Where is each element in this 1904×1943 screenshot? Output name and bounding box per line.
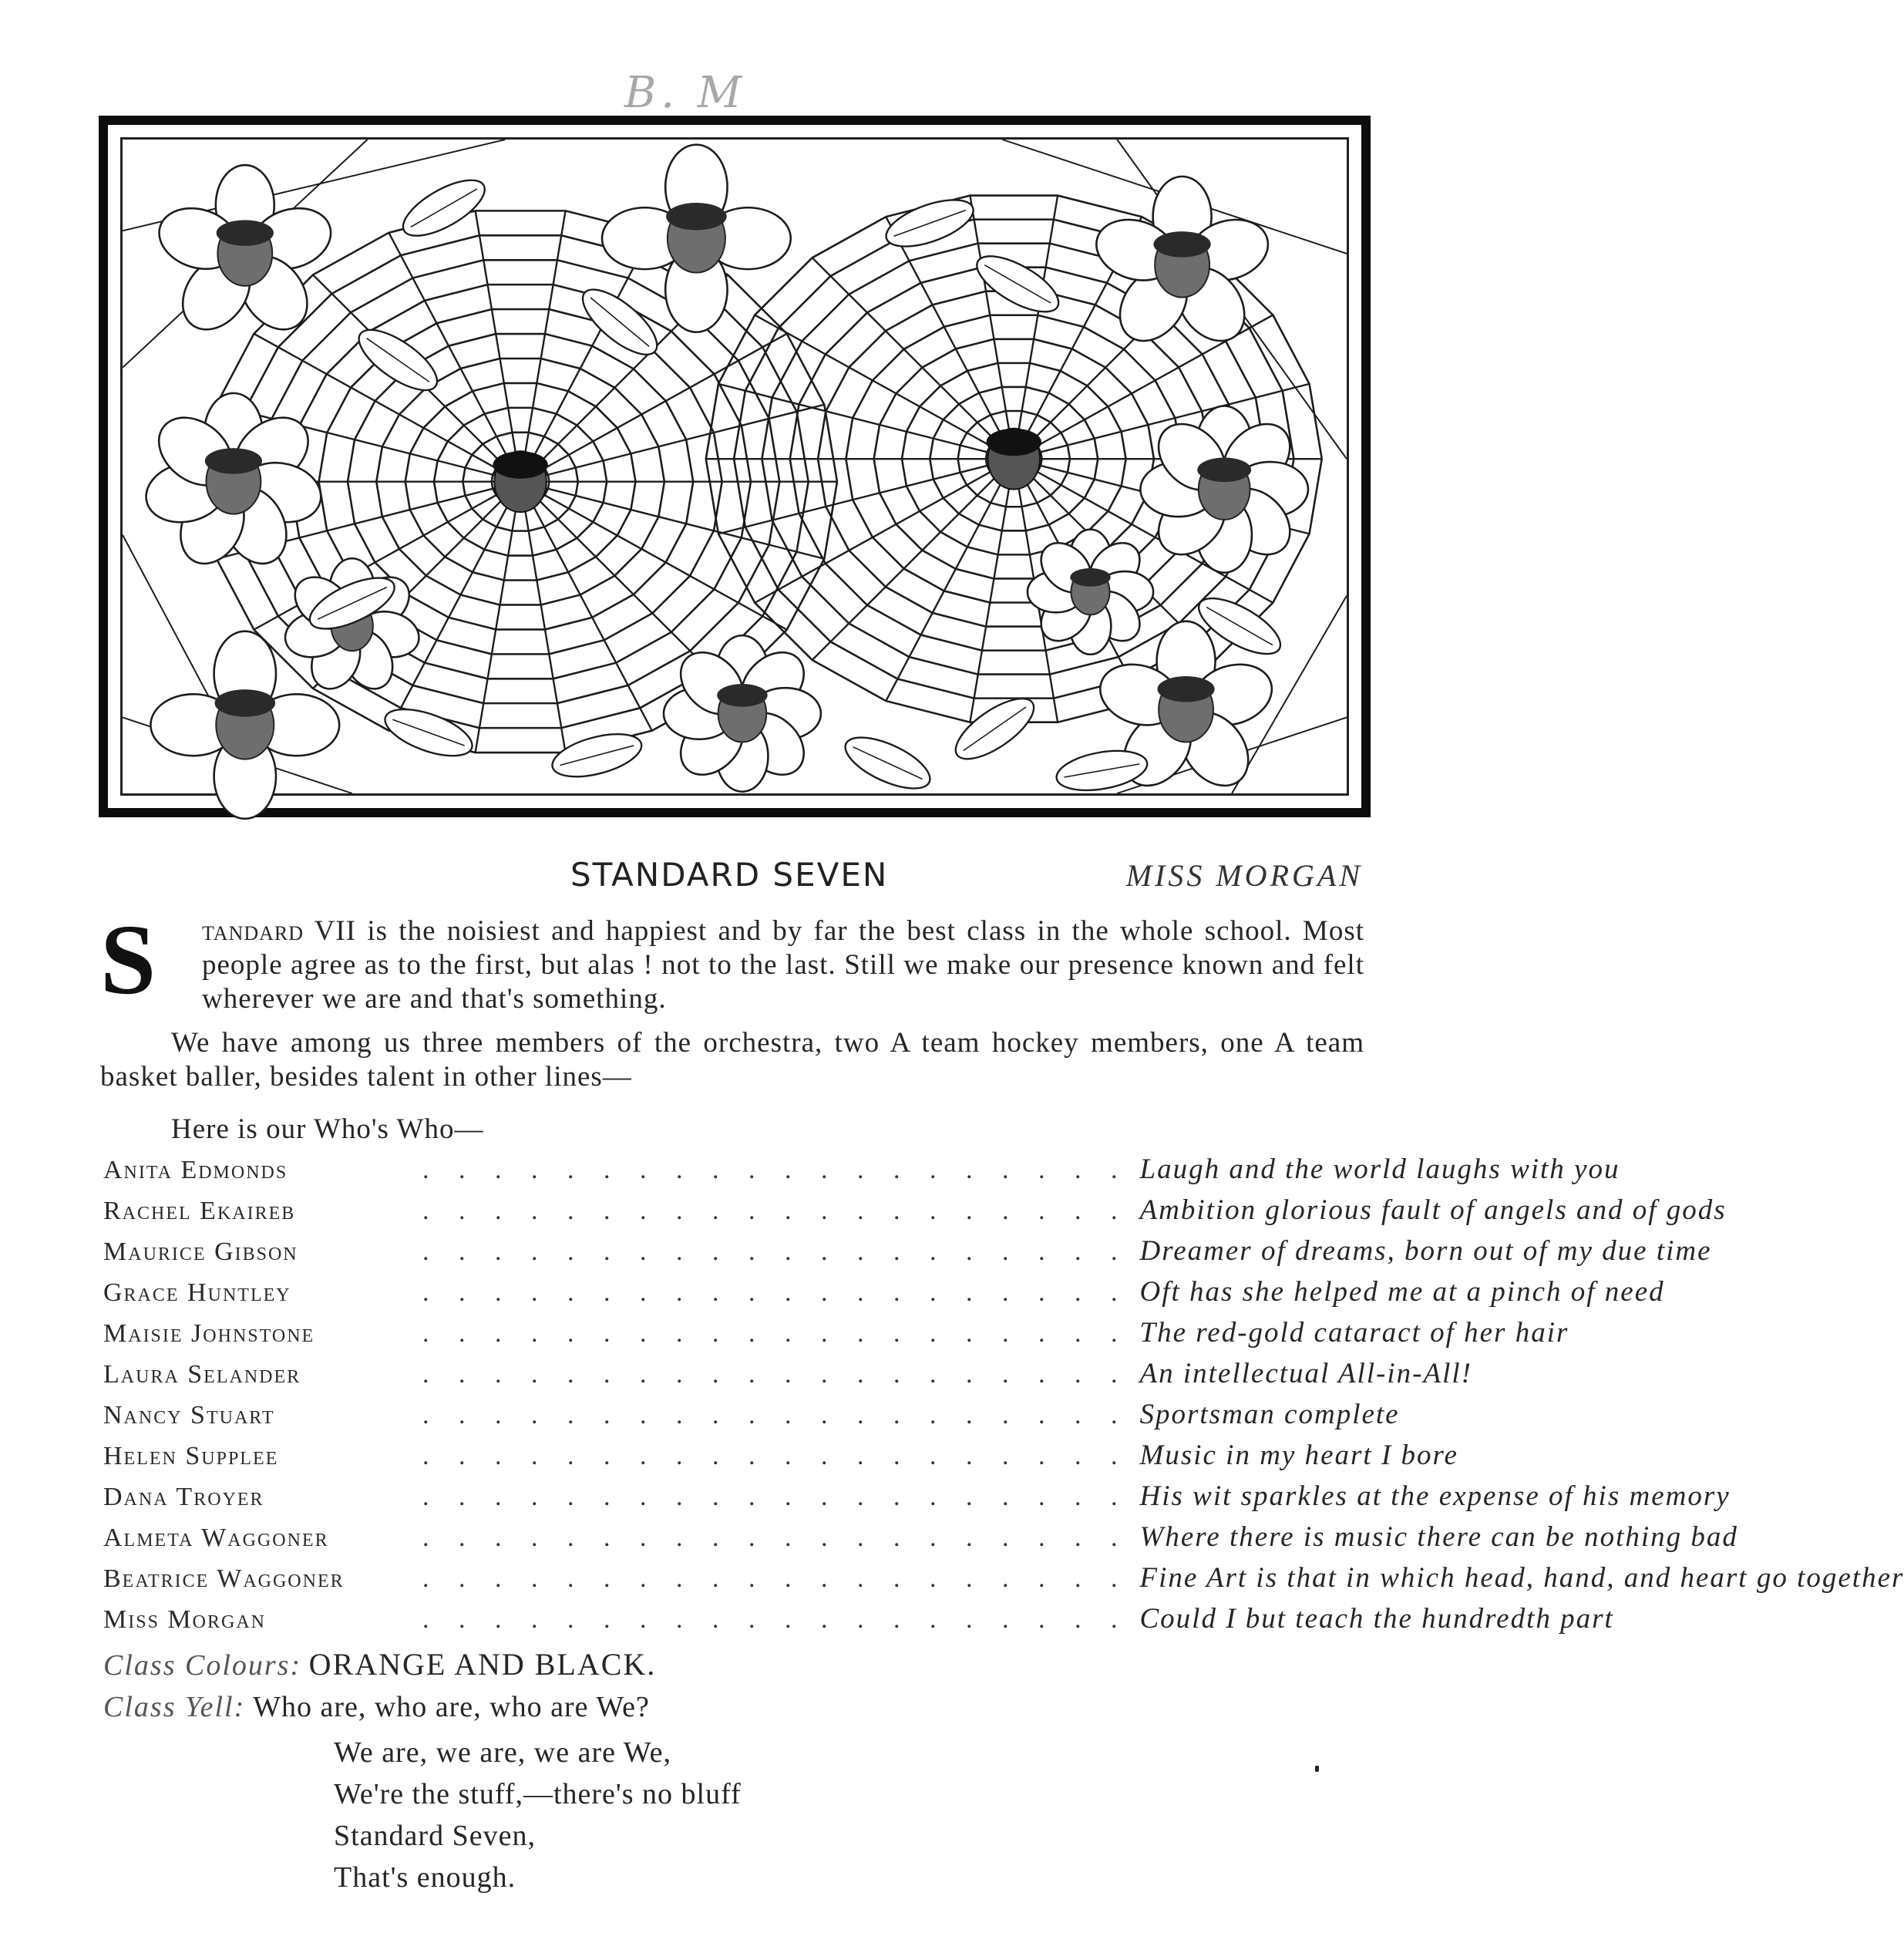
- yell-line: We're the stuff,—there's no bluff: [334, 1778, 742, 1810]
- roster-motto: Music in my heart I bore: [1139, 1440, 1458, 1471]
- roster-name: Nancy Stuart: [103, 1401, 275, 1429]
- web-spoke: [476, 482, 520, 753]
- roster-name: Laura Selander: [103, 1360, 301, 1389]
- roster-motto: The red-gold cataract of her hair: [1139, 1317, 1569, 1349]
- class-colours-value: ORANGE AND BLACK.: [308, 1647, 657, 1682]
- leader-dots: . . . . . . . . . . . . . . . . . . . .: [422, 1278, 1129, 1307]
- class-yell-verse: [334, 1732, 742, 1898]
- roster-row: [103, 1316, 1569, 1357]
- leader-dots: . . . . . . . . . . . . . . . . . . . .: [422, 1156, 1129, 1184]
- leader-dots: . . . . . . . . . . . . . . . . . . . .: [422, 1564, 1129, 1593]
- whos-who-heading: Here is our Who's Who—: [171, 1113, 484, 1145]
- spiderweb-flower-artwork: [123, 140, 1347, 793]
- intro-paragraph-2: We have among us three members of the orchestra, two A team hockey members, one A team basket baller, besides talent in other lines—: [100, 1027, 1364, 1093]
- roster-name: Dana Troyer: [103, 1483, 264, 1511]
- leader-dots: . . . . . . . . . . . . . . . . . . . .: [422, 1319, 1129, 1348]
- portrait-hair: [1197, 458, 1251, 483]
- handwritten-note: B. M: [624, 68, 747, 118]
- leader-dots: . . . . . . . . . . . . . . . . . . . .: [422, 1238, 1129, 1266]
- roster-list: [103, 1153, 1904, 1643]
- portrait-hair: [666, 203, 727, 230]
- roster-name: Maisie Johnstone: [103, 1319, 315, 1348]
- web-spoke: [520, 482, 565, 753]
- roster-motto: Could I but teach the hundredth part: [1139, 1603, 1614, 1635]
- web-spoke: [718, 459, 1014, 534]
- roster-motto: Ambition glorious fault of angels and of gods: [1139, 1194, 1727, 1226]
- class-photo-illustration: [99, 116, 1371, 817]
- web-spoke: [476, 210, 520, 481]
- leader-dots: . . . . . . . . . . . . . . . . . . . .: [422, 1360, 1129, 1389]
- class-yell: [103, 1690, 650, 1724]
- roster-name: Miss Morgan: [103, 1605, 266, 1634]
- portrait-hair: [214, 689, 275, 716]
- roster-name: Almeta Waggoner: [103, 1524, 329, 1552]
- roster-name: Anita Edmonds: [103, 1156, 288, 1184]
- roster-motto: Dreamer of dreams, born out of my due time: [1139, 1235, 1712, 1267]
- roster-row: [103, 1357, 1472, 1398]
- portrait-hair: [493, 451, 547, 478]
- roster-row: [103, 1194, 1727, 1234]
- roster-motto: An intellectual All-in-All!: [1139, 1358, 1472, 1389]
- portrait-hair: [205, 448, 262, 474]
- leader-dots: . . . . . . . . . . . . . . . . . . . .: [422, 1483, 1129, 1511]
- ink-speck: [1315, 1766, 1319, 1772]
- yell-line: That's enough.: [334, 1861, 516, 1894]
- roster-motto: Sportsman complete: [1139, 1399, 1400, 1430]
- portrait-hair: [1157, 676, 1214, 702]
- page-title: STANDARD SEVEN: [570, 856, 889, 894]
- leader-dots: . . . . . . . . . . . . . . . . . . . .: [422, 1524, 1129, 1552]
- web-spoke: [520, 210, 565, 481]
- leader-dots: . . . . . . . . . . . . . . . . . . . .: [422, 1401, 1129, 1429]
- portrait-hair: [1070, 568, 1110, 587]
- portrait-hair: [1153, 231, 1210, 258]
- web-spoke: [520, 482, 824, 559]
- roster-row: [103, 1439, 1458, 1480]
- roster-name: Maurice Gibson: [103, 1238, 298, 1266]
- portrait-hair: [217, 220, 274, 246]
- class-colours: [103, 1646, 656, 1682]
- web-spoke: [718, 384, 1014, 459]
- leader-dots: . . . . . . . . . . . . . . . . . . . .: [422, 1197, 1129, 1225]
- class-yell-first-line: Who are, who are, who are We?: [253, 1691, 650, 1723]
- portrait-hair: [717, 684, 768, 707]
- portrait-hair: [987, 429, 1041, 456]
- roster-motto: Laugh and the world laughs with you: [1139, 1153, 1620, 1185]
- class-colours-label: Class Colours:: [103, 1649, 302, 1682]
- leader-dots: . . . . . . . . . . . . . . . . . . . .: [422, 1442, 1129, 1470]
- intro-paragraph-1-text: VII is the noisiest and happiest and by far the best class in the whole school. Most people agree as to the first, but alas ! not to the last. Still we make our presence known and felt wherever we are and that's something.: [202, 915, 1364, 1015]
- roster-motto: Fine Art is that in which head, hand, and heart go together: [1139, 1562, 1904, 1594]
- roster-motto: Oft has she helped me at a pinch of need: [1139, 1276, 1665, 1308]
- roster-row: [103, 1480, 1731, 1520]
- web-spoke: [520, 405, 824, 482]
- roster-name: Beatrice Waggoner: [103, 1564, 345, 1593]
- yell-line: Standard Seven,: [334, 1820, 536, 1852]
- yell-line: We are, we are, we are We,: [334, 1736, 671, 1769]
- leader-dots: . . . . . . . . . . . . . . . . . . . .: [422, 1605, 1129, 1634]
- roster-name: Helen Supplee: [103, 1442, 279, 1470]
- roster-name: Rachel Ekaireb: [103, 1197, 296, 1225]
- roster-motto: His wit sparkles at the expense of his memory: [1139, 1480, 1731, 1512]
- roster-name: Grace Huntley: [103, 1278, 291, 1307]
- roster-row: [103, 1275, 1665, 1316]
- intro-paragraph-1: [202, 914, 1364, 1016]
- roster-row: [103, 1561, 1904, 1602]
- roster-row: [103, 1153, 1620, 1194]
- drop-cap: S: [100, 904, 156, 1015]
- roster-motto: Where there is music there can be nothing bad: [1139, 1521, 1738, 1553]
- roster-row: [103, 1520, 1738, 1561]
- roster-row: [103, 1234, 1712, 1275]
- class-yell-label: Class Yell:: [103, 1691, 246, 1723]
- roster-row: [103, 1398, 1400, 1439]
- roster-row: [103, 1602, 1614, 1643]
- teacher-name: MISS MORGAN: [1125, 858, 1363, 893]
- intro-first-word: tandard: [202, 915, 304, 947]
